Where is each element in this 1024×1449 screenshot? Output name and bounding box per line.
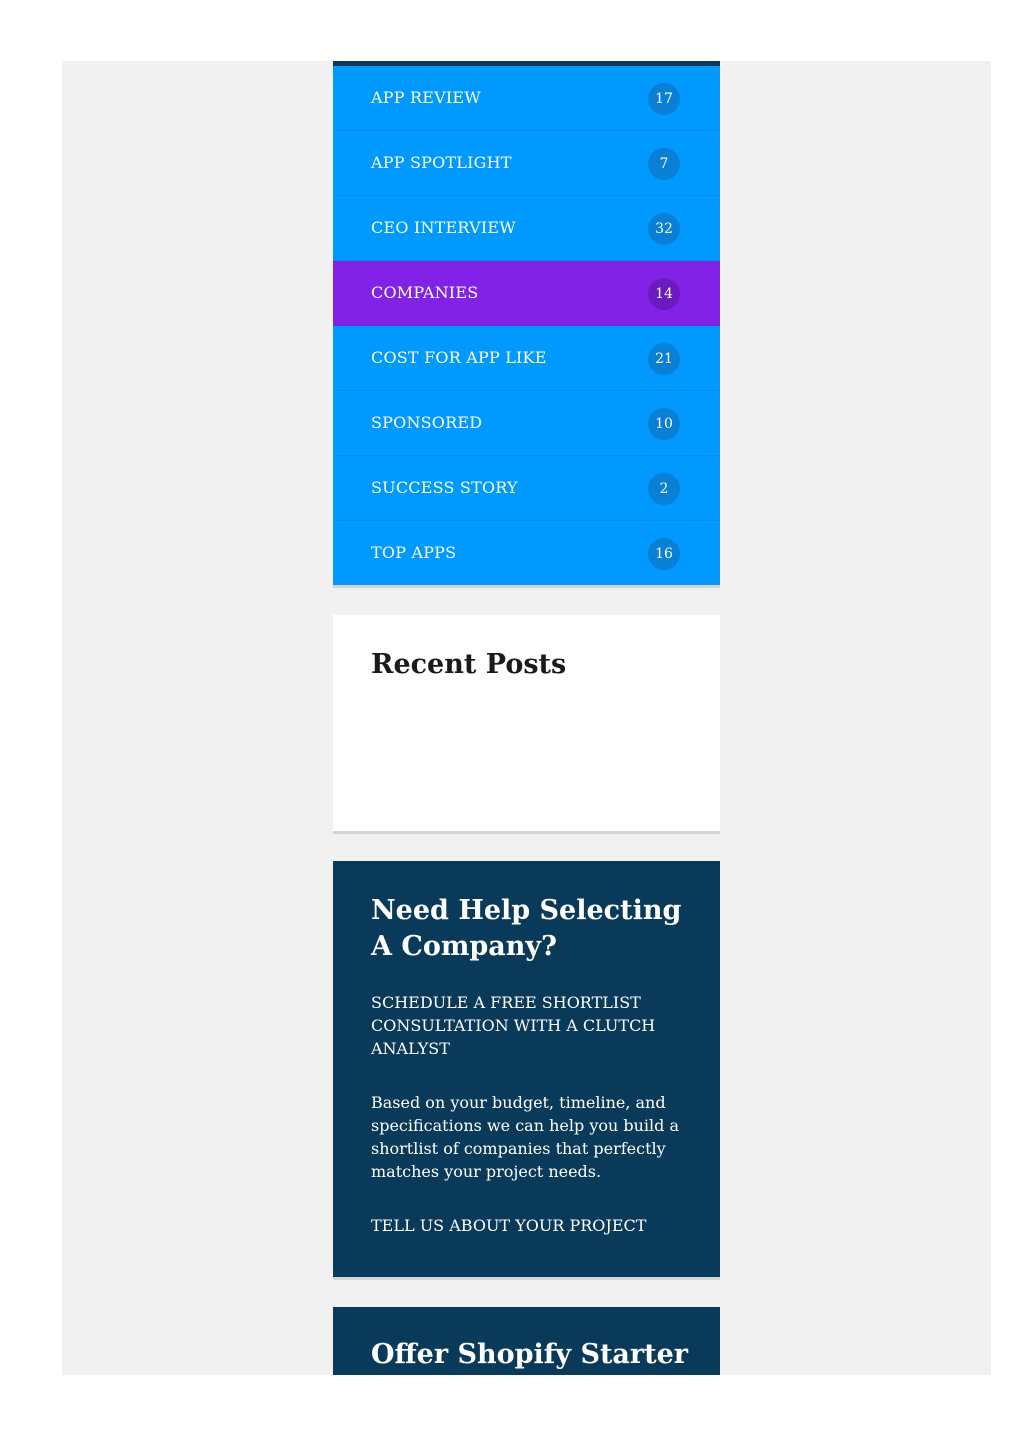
recent-posts-title: Recent Posts — [371, 649, 567, 680]
category-count-badge: 10 — [648, 408, 680, 440]
category-count-badge: 17 — [648, 83, 680, 115]
sidebar-column — [333, 61, 720, 1375]
category-item-success-story[interactable] — [333, 456, 720, 521]
category-item-app-review[interactable] — [333, 66, 720, 131]
tell-us-project-link[interactable]: TELL US ABOUT YOUR PROJECT — [371, 1216, 647, 1235]
category-count-badge: 21 — [648, 343, 680, 375]
category-label: SPONSORED — [371, 413, 483, 432]
category-item-companies[interactable] — [333, 261, 720, 326]
help-selecting-company-widget — [333, 861, 720, 1277]
category-label: COMPANIES — [371, 283, 479, 302]
help-subtitle: SCHEDULE A FREE SHORTLIST CONSULTATION WITH A CLUTCH ANALYST — [371, 993, 656, 1058]
offer-title: Offer Shopify Starter — [371, 1339, 689, 1370]
category-label: TOP APPS — [371, 543, 457, 562]
category-item-cost-for-app-like[interactable] — [333, 326, 720, 391]
page-background — [62, 61, 991, 1375]
category-label: APP SPOTLIGHT — [371, 153, 512, 172]
category-item-top-apps[interactable] — [333, 521, 720, 585]
categories-widget — [333, 61, 720, 585]
category-label: COST FOR APP LIKE — [371, 348, 547, 367]
category-item-app-spotlight[interactable] — [333, 131, 720, 196]
category-count-badge: 2 — [648, 473, 680, 505]
recent-posts-widget — [333, 615, 720, 831]
category-label: APP REVIEW — [371, 88, 481, 107]
category-item-ceo-interview[interactable] — [333, 196, 720, 261]
help-description: Based on your budget, timeline, and specifications we can help you build a shortlist of companies that perfectly matches your project needs. — [371, 1093, 680, 1181]
category-label: SUCCESS STORY — [371, 478, 518, 497]
category-count-badge: 7 — [648, 148, 680, 180]
category-label: CEO INTERVIEW — [371, 218, 516, 237]
category-count-badge: 32 — [648, 213, 680, 245]
category-count-badge: 16 — [648, 538, 680, 570]
help-title: Need Help Selecting A Company? — [371, 895, 682, 962]
category-count-badge: 14 — [648, 278, 680, 310]
offer-widget — [333, 1307, 720, 1375]
category-item-sponsored[interactable] — [333, 391, 720, 456]
